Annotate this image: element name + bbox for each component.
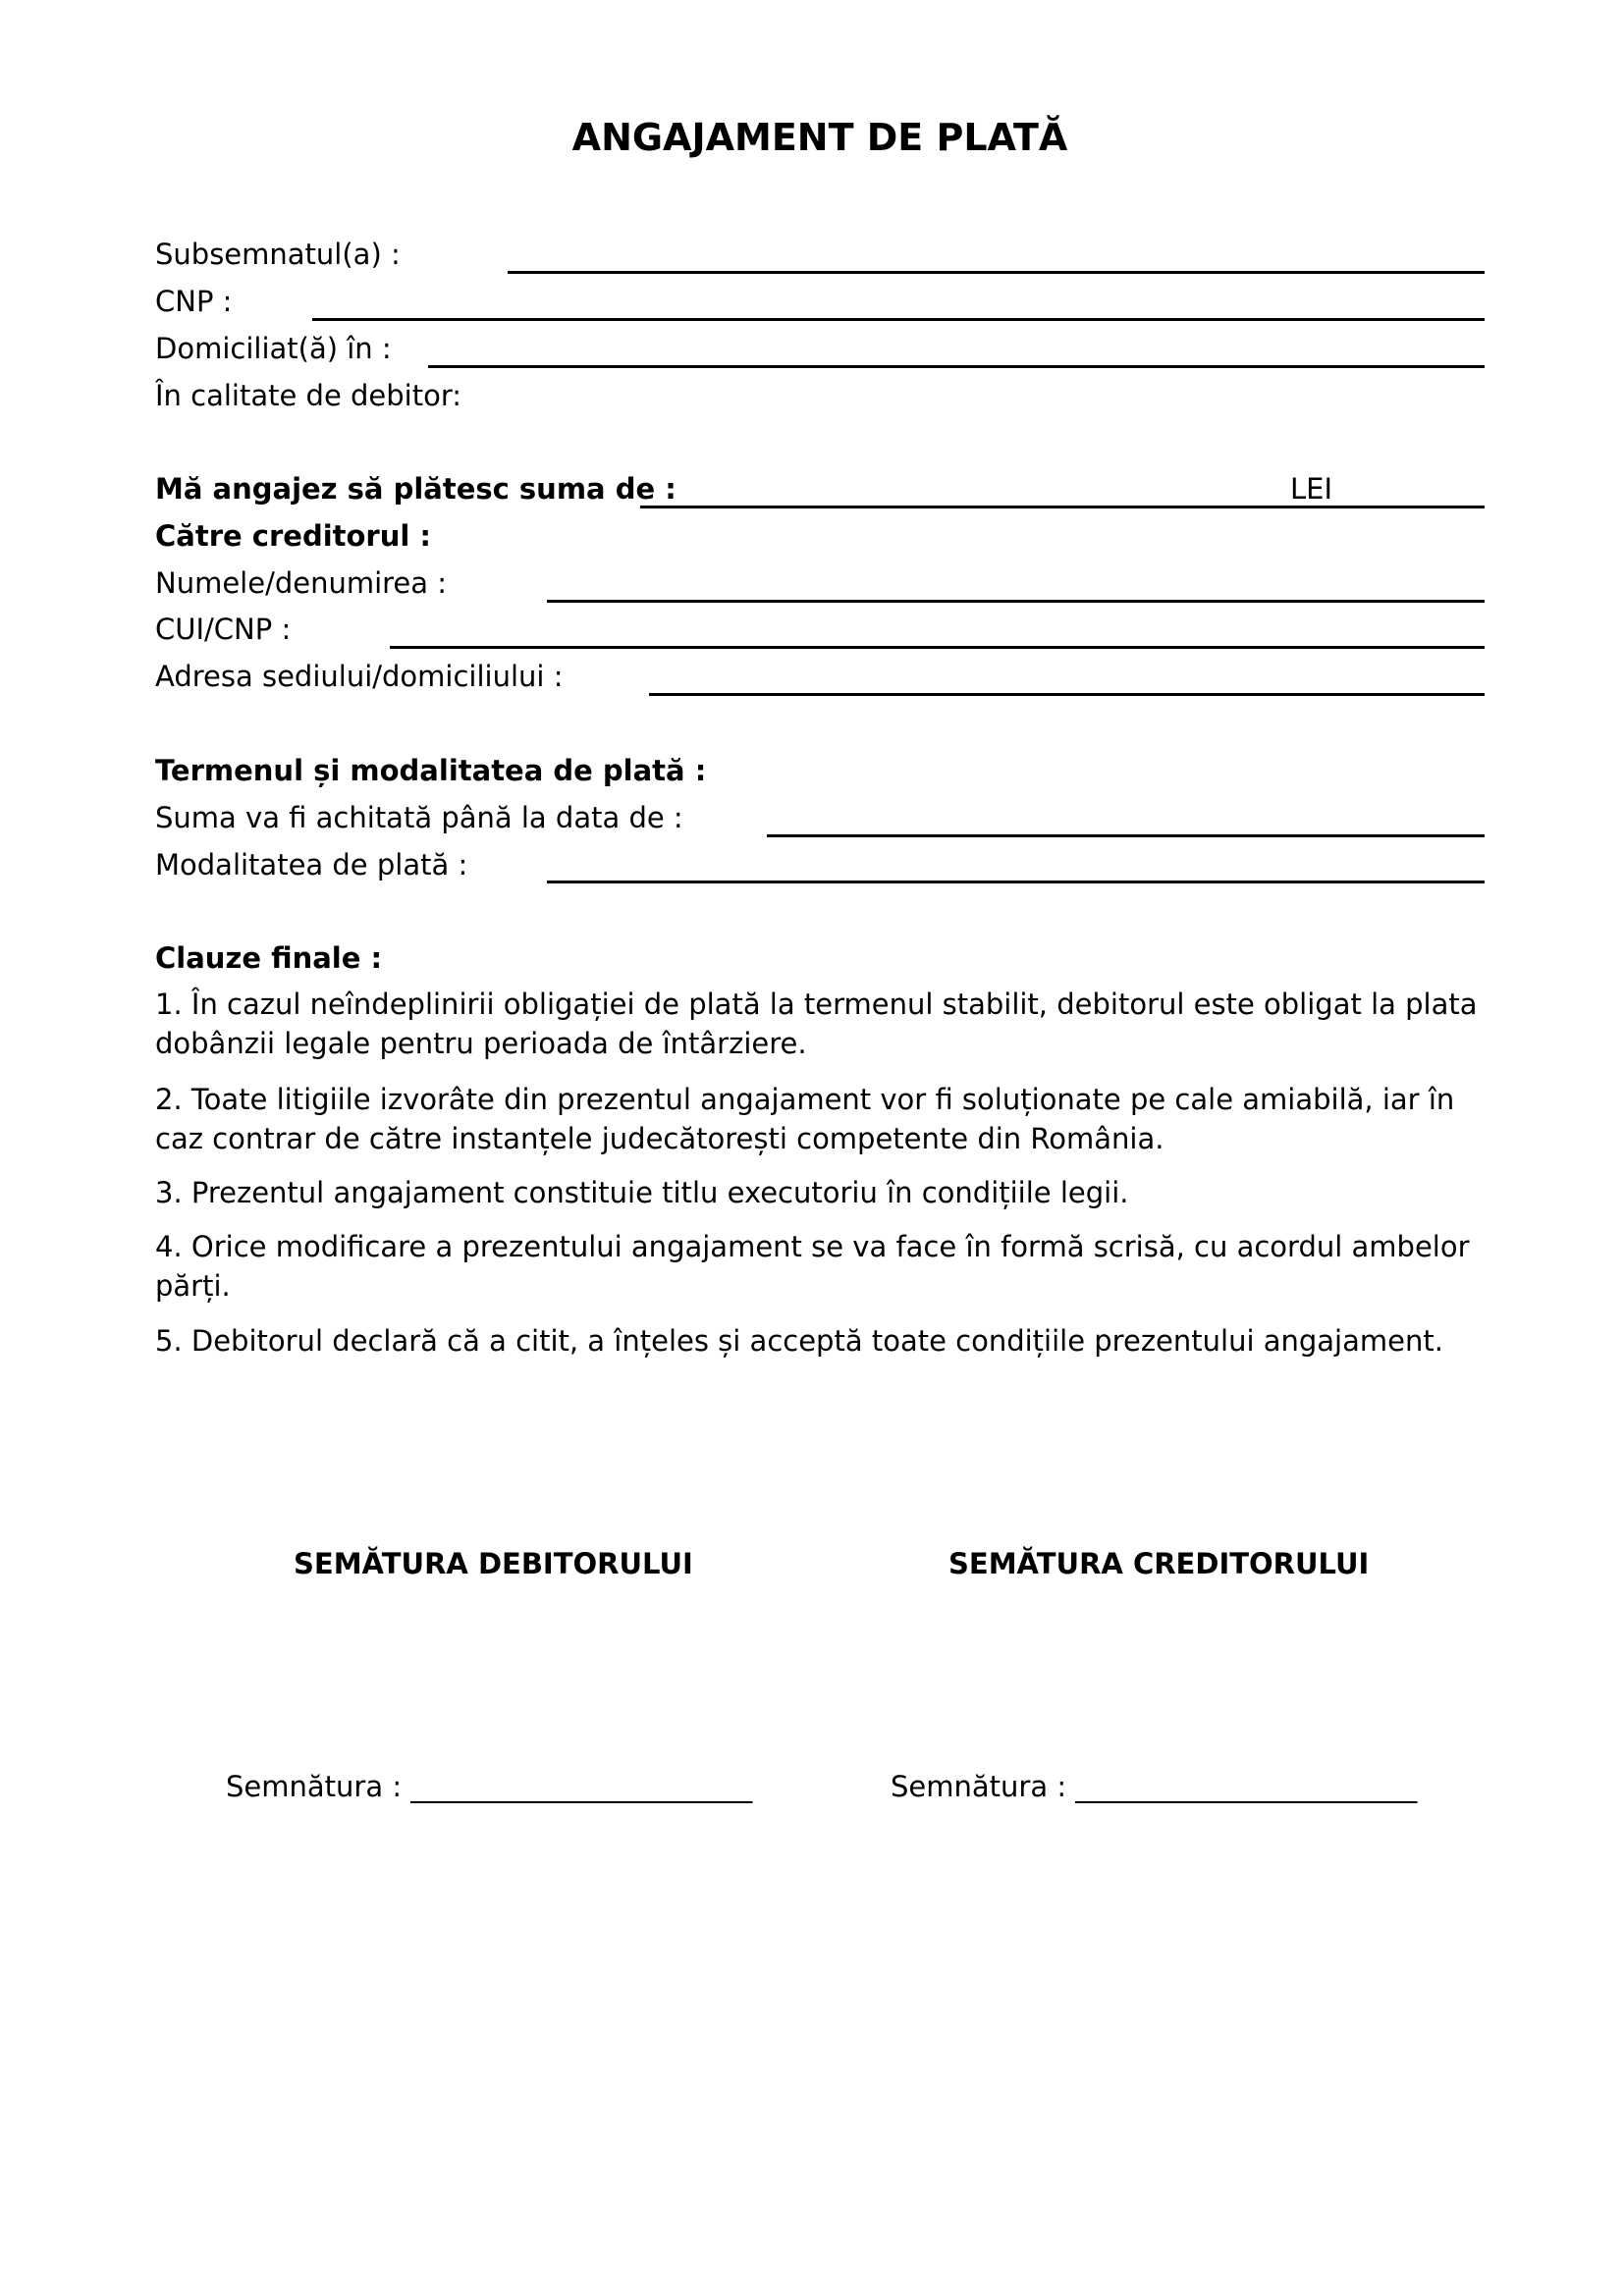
payment-method-label: Modalitatea de plată :: [155, 848, 468, 881]
clause-3: 3. Prezentul angajament constituie titlu executoriu în condițiile legii.: [155, 1176, 1129, 1209]
payment-method-field[interactable]: [547, 881, 1485, 883]
amount-field[interactable]: [640, 506, 1485, 508]
debtor-cnp-label: CNP :: [155, 285, 233, 318]
creditor-name-field[interactable]: [547, 600, 1485, 603]
clause-5: 5. Debitorul declară că a citit, a înțeles și acceptă toate condițiile prezentului angajament.: [155, 1324, 1443, 1358]
debtor-role-label: În calitate de debitor:: [155, 379, 462, 412]
amount-currency: LEI: [1290, 472, 1333, 506]
creditor-signature-line[interactable]: Semnătura : ________________________: [891, 1770, 1418, 1803]
terms-heading: Termenul și modalitatea de plată :: [155, 754, 707, 787]
creditor-name-label: Numele/denumirea :: [155, 566, 448, 600]
clause-4: 4. Orice modificare a prezentului angajament se va face în formă scrisă, cu acordul ambelor părți.: [155, 1230, 1470, 1303]
clauses-heading: Clauze finale :: [155, 941, 383, 975]
debtor-signature-line[interactable]: Semnătura : ________________________: [226, 1770, 753, 1803]
amount-label: Mă angajez să plătesc suma de :: [155, 472, 677, 506]
debtor-name-label: Subsemnatul(a) :: [155, 238, 401, 271]
creditor-id-field[interactable]: [390, 646, 1485, 649]
clause-2: 2. Toate litigiile izvorâte din prezentul angajament vor fi soluționate pe cale amiabilă, iar în caz contrar de către instanțele judecătorești competente din România.: [155, 1083, 1455, 1155]
creditor-id-label: CUI/CNP :: [155, 613, 292, 646]
document-title: ANGAJAMENT DE PLATĂ: [571, 116, 1068, 159]
debtor-address-field[interactable]: [428, 365, 1485, 368]
creditor-heading: Către creditorul :: [155, 519, 432, 553]
payment-date-label: Suma va fi achitată până la data de :: [155, 801, 683, 834]
debtor-address-label: Domiciliat(ă) în :: [155, 332, 392, 365]
creditor-address-label: Adresa sediului/domiciliului :: [155, 660, 564, 693]
debtor-cnp-field[interactable]: [312, 318, 1485, 321]
payment-date-field[interactable]: [767, 834, 1485, 837]
debtor-signature-heading: SEMĂTURA DEBITORULUI: [294, 1547, 693, 1580]
creditor-address-field[interactable]: [649, 693, 1485, 696]
creditor-signature-heading: SEMĂTURA CREDITORULUI: [948, 1547, 1370, 1580]
clause-1: 1. În cazul neîndeplinirii obligației de plată la termenul stabilit, debitorul este obligat la plata dobânzii legale pentru perioada de întârziere.: [155, 988, 1478, 1060]
debtor-name-field[interactable]: [508, 271, 1485, 274]
